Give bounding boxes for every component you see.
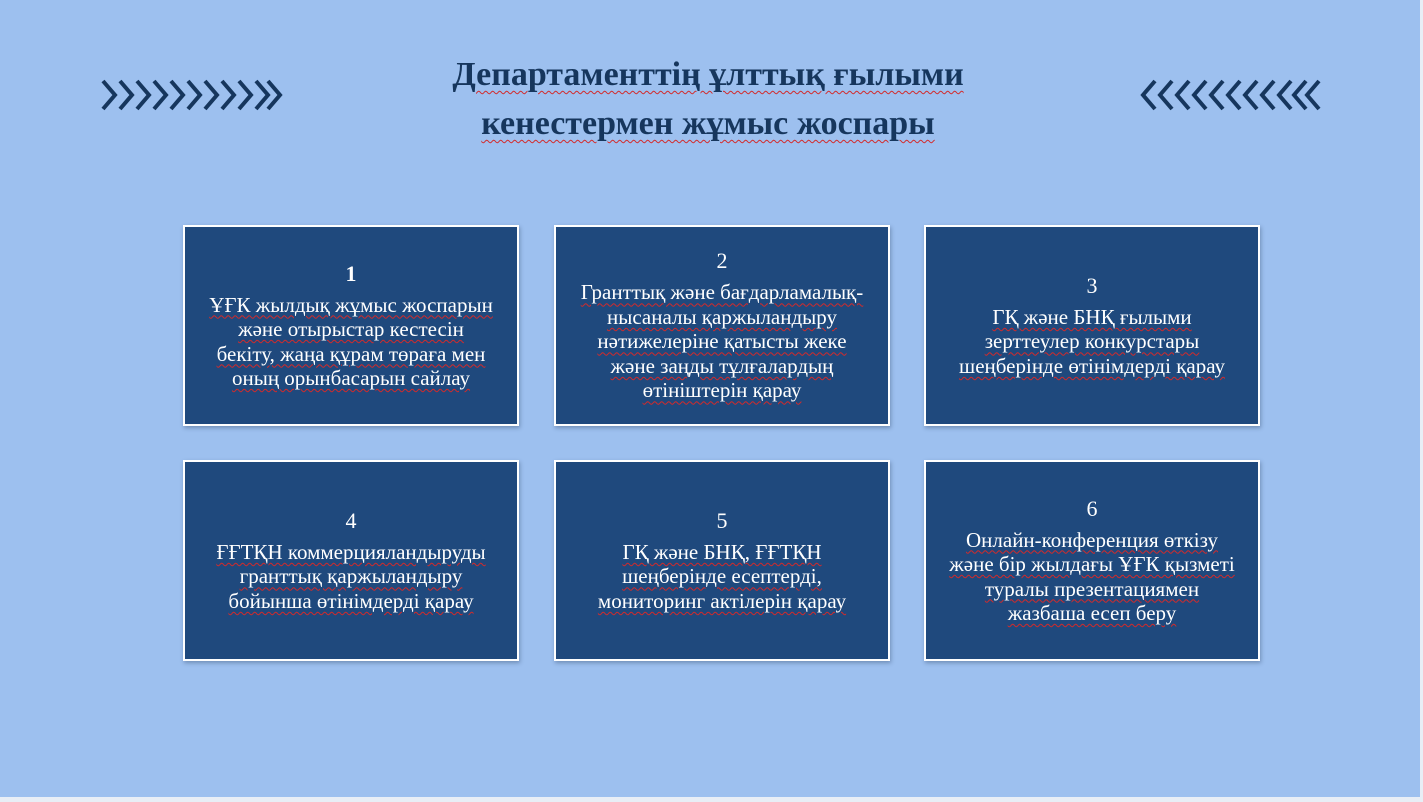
card-number: 6 xyxy=(1086,495,1098,521)
card-text-line: өтініштерін қарау xyxy=(642,378,802,403)
plan-card-4 xyxy=(183,460,519,661)
card-text-line: ГҚ және БНҚ, ҒҒТҚН xyxy=(622,539,822,564)
card-text-line: жазбаша есеп беру xyxy=(1007,601,1177,625)
title-line-1: Департаменттің ұлттық ғылыми xyxy=(452,56,964,93)
card-text xyxy=(581,280,864,403)
plan-card-6 xyxy=(924,460,1260,661)
card-text-line: ГҚ және БНҚ ғылыми xyxy=(992,304,1192,329)
card-number: 5 xyxy=(716,507,728,533)
card-text xyxy=(216,540,485,614)
card-number: 4 xyxy=(345,507,357,533)
plan-card-1 xyxy=(183,225,519,426)
card-text-line: оның орынбасарын сайлау xyxy=(231,366,471,390)
card-text-line: гранттық қаржыландыру xyxy=(239,564,463,589)
title-line-2: кенестермен жұмыс жоспары xyxy=(481,105,935,142)
card-text-line: нысаналы қаржыландыру xyxy=(606,304,837,329)
card-text-line: зерттеулер конкурстары xyxy=(984,329,1200,354)
plan-card-3 xyxy=(924,225,1260,426)
card-text-line: мониторинг актілерін қарау xyxy=(597,588,847,613)
card-text-line: ҰҒК жылдық жұмыс жоспарын xyxy=(209,292,493,317)
card-text-line: ҒҒТҚН коммерцияландыруды xyxy=(216,539,486,564)
card-number: 3 xyxy=(1086,272,1098,298)
card-text-line: шеңберінде есептерді, xyxy=(622,564,822,589)
card-text-line: Гранттық және бағдарламалық- xyxy=(580,280,864,305)
card-text-line: туралы презентациямен xyxy=(984,576,1200,601)
card-text xyxy=(598,540,846,614)
card-text-line: Онлайн-конференция өткізу xyxy=(965,527,1218,552)
card-text xyxy=(959,305,1225,379)
card-text xyxy=(949,528,1234,626)
card-text-line: нәтижелеріне қатысты жеке xyxy=(597,329,847,354)
card-number: 1 xyxy=(345,260,357,286)
plan-card-5 xyxy=(554,460,890,661)
chevrons-left-icon xyxy=(1140,78,1322,112)
card-number: 2 xyxy=(716,248,728,274)
card-text-line: бойынша өтінімдерді қарау xyxy=(228,588,474,613)
card-text-line: және бір жылдағы ҰҒК қызметі xyxy=(949,552,1235,576)
card-text-line: шеңберінде өтінімдерді қарау xyxy=(959,353,1225,378)
chevrons-right-icon xyxy=(100,78,284,112)
slide-title xyxy=(378,50,1038,148)
card-text xyxy=(209,293,493,391)
card-text-line: және заңды тұлғалардың xyxy=(610,353,834,378)
card-text-line: және отырыстар кестесін xyxy=(238,317,464,341)
plan-card-2 xyxy=(554,225,890,426)
card-text-line: бекіту, жаңа құрам төраға мен xyxy=(216,341,486,366)
